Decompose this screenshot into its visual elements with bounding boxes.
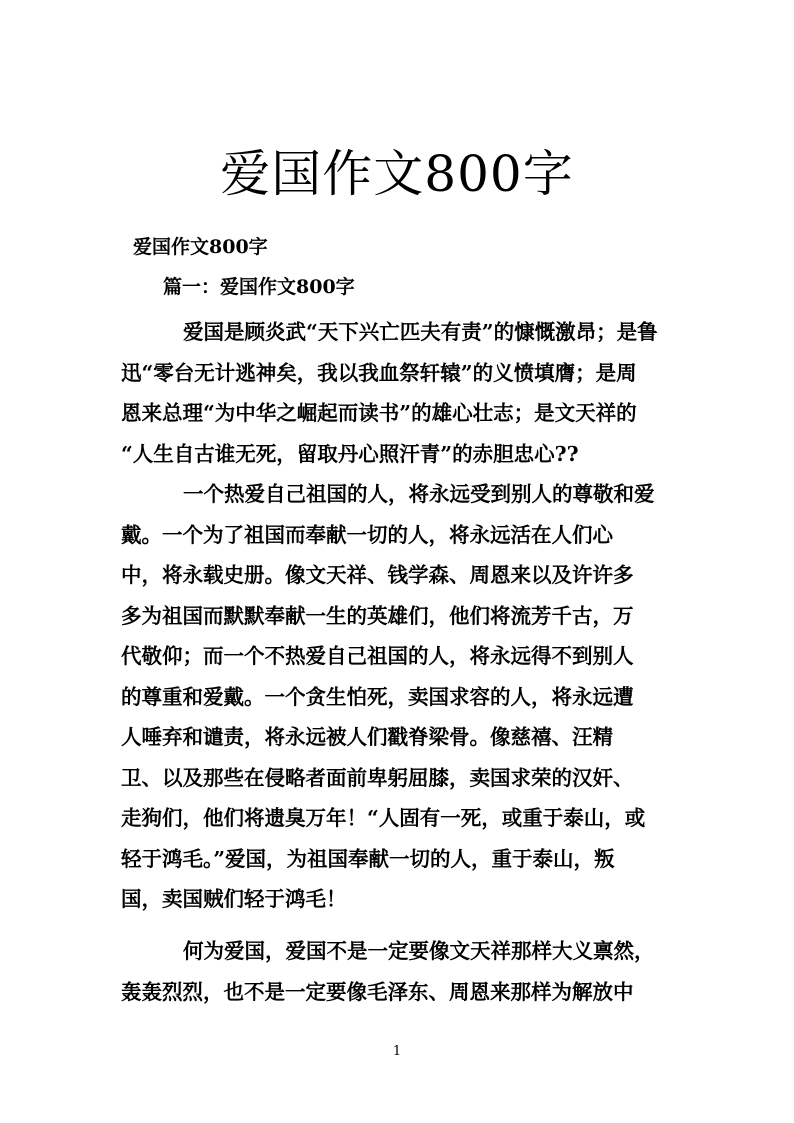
page-number: 1: [392, 1044, 402, 1059]
paragraph-line: 中，将永载史册。像文天祥、钱学森、周恩来以及许许多: [121, 563, 634, 587]
paragraph-line: 的尊重和爱戴。一个贪生怕死，卖国求容的人，将永远遭: [121, 684, 634, 709]
paragraph-line: 卫、以及那些在侵略者面前卑躬屈膝，卖国求荣的汉奸、: [121, 765, 634, 790]
paragraph-3: [121, 931, 681, 1012]
paragraph-line: 国，卖国贼们轻于鸿毛！: [121, 887, 347, 911]
paragraph-line: “人生自古谁无死，留取丹心照汗青”的赤胆忠心??: [121, 441, 579, 466]
paragraph-line: 迅“零台无计逃神矣，我以我血祭轩辕”的义愤填膺；是周: [121, 360, 637, 385]
paragraph-line: 轰轰烈烈，也不是一定要像毛泽东、周恩来那样为解放中: [121, 979, 634, 1004]
paragraph-line: 恩来总理“为中华之崛起而读书”的雄心壮志；是文天祥的: [121, 401, 637, 425]
paragraph-line: 爱国是顾炎武“天下兴亡匹夫有责”的慷慨激昂；是鲁: [183, 320, 658, 344]
paragraph-line: 走狗们，他们将遗臭万年！“人固有一死，或重于泰山，或: [121, 806, 646, 830]
section-heading: 篇一：爱国作文800字: [163, 276, 355, 298]
paragraph-line: 何为爱国，爱国不是一定要像文天祥那样大义禀然，: [183, 939, 655, 963]
document-subtitle: 爱国作文800字: [133, 236, 268, 258]
paragraph-line: 戴。一个为了祖国而奉献一切的人，将永远活在人们心: [121, 522, 613, 547]
document-title: 爱国作文800字: [220, 145, 574, 203]
paragraph-line: 轻于鸿毛。”爱国，为祖国奉献一切的人，重于泰山，叛: [121, 846, 615, 871]
paragraph-line: 一个热爱自己祖国的人，将永远受到别人的尊敬和爱: [183, 482, 655, 506]
paragraph-line: 代敬仰；而一个不热爱自己祖国的人，将永远得不到别人: [121, 644, 634, 668]
paragraph-2: [121, 474, 681, 920]
paragraph-1: [121, 312, 681, 474]
paragraph-line: 人唾弃和谴责，将永远被人们戳脊梁骨。像慈禧、汪精: [121, 725, 613, 749]
paragraph-line: 多为祖国而默默奉献一生的英雄们，他们将流芳千古，万: [121, 603, 634, 628]
